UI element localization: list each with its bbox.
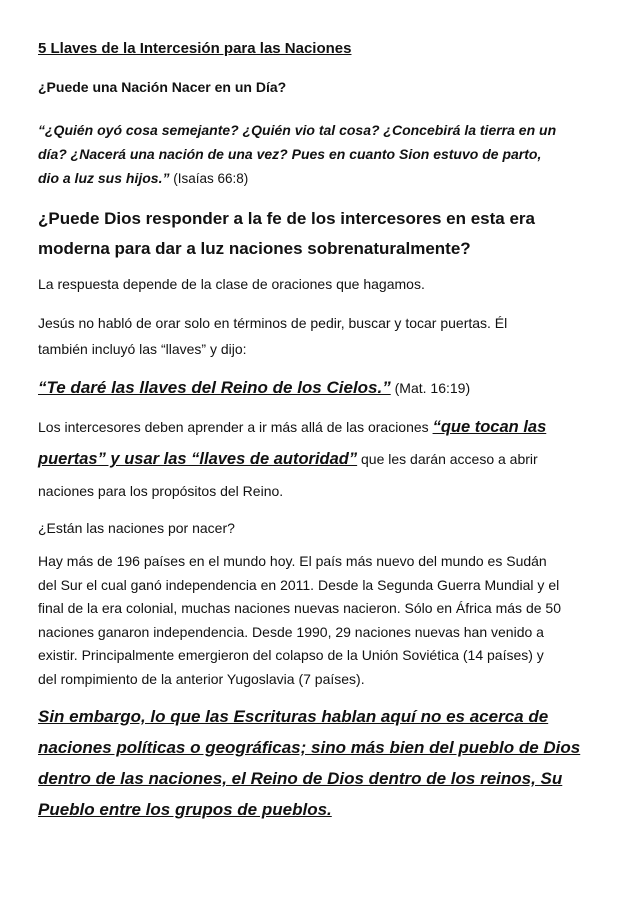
question2-line-2: moderna para dar a luz naciones sobrenaturalmente? (38, 239, 471, 258)
quote-line-3 (38, 166, 610, 191)
para3-line-2 (38, 443, 610, 475)
para2-line-1: Jesús no habló de orar solo en términos de pedir, buscar y tocar puertas. Él (38, 315, 508, 331)
para5-line: existir. Principalmente emergieron del colapso de la Unión Soviética (14 países) y (38, 647, 544, 663)
question2-line-1: ¿Puede Dios responder a la fe de los intercesores en esta era (38, 209, 535, 228)
quote-line-3-text: dio a luz sus hijos.” (38, 170, 170, 186)
document-page (38, 32, 610, 825)
para3-line-1-emphasis: “que tocan las (432, 418, 547, 436)
para5-line: del Sur el cual ganó independencia en 2011. Desde la Segunda Guerra Mundial y el (38, 576, 560, 593)
keys-quote-text: “Te daré las llaves del Reino de los Cielos.” (38, 378, 391, 397)
para3-line-1-plain: Los intercesores deben aprender a ir más allá de las oraciones (38, 419, 433, 435)
para3-line-2-plain: que les darán acceso a abrir (357, 451, 538, 467)
paragraph-answer: La respuesta depende de la clase de oraciones que hagamos. (38, 276, 425, 292)
para5-line: final de la era colonial, muchas naciones nuevas nacieron. Sólo en África más de 50 (38, 600, 561, 616)
question-heading-1: ¿Puede una Nación Nacer en un Día? (38, 79, 287, 95)
scripture-quote (38, 118, 610, 191)
question-heading-2 (38, 204, 610, 264)
closing-line: naciones políticas o geográficas; sino más bien del pueblo de Dios (38, 738, 581, 757)
keys-quote-reference: (Mat. 16:19) (390, 380, 471, 396)
para5-line: del rompimiento de la anterior Yugoslavia (7 países). (38, 670, 365, 687)
quote-line-2: día? ¿Nacerá una nación de una vez? Pues en cuanto Sion estuvo de parto, (38, 146, 542, 162)
para3-line-3: naciones para los propósitos del Reino. (38, 483, 284, 499)
para3-line-2-emphasis: puertas” y usar las “llaves de autoridad” (38, 450, 358, 468)
quote-line-1: “¿Quién oyó cosa semejante? ¿Quién vio tal cosa? ¿Concebirá la tierra en un (38, 122, 557, 138)
para5-line: naciones ganaron independencia. Desde 1990, 29 naciones nuevas han venido a (38, 623, 544, 640)
para3-line-1 (38, 411, 610, 443)
para2-line-2: también incluyó las “llaves” y dijo: (38, 341, 247, 357)
closing-line: Sin embargo, lo que las Escrituras hablan aquí no es acerca de (38, 707, 549, 726)
keys-quote (38, 378, 610, 398)
closing-statement (38, 701, 610, 825)
document-title: 5 Llaves de la Intercesión para las Naciones (38, 40, 352, 57)
paragraph-jesus (38, 310, 610, 362)
closing-line: dentro de las naciones, el Reino de Dios dentro de los reinos, Su (38, 769, 563, 788)
quote-reference: (Isaías 66:8) (169, 171, 249, 186)
paragraph-nations-facts (38, 550, 610, 691)
closing-line: Pueblo entre los grupos de pueblos. (38, 800, 332, 819)
paragraph-question: ¿Están las naciones por nacer? (38, 520, 235, 536)
para5-line: Hay más de 196 países en el mundo hoy. El país más nuevo del mundo es Sudán (38, 553, 547, 569)
paragraph-intercessors (38, 411, 610, 507)
